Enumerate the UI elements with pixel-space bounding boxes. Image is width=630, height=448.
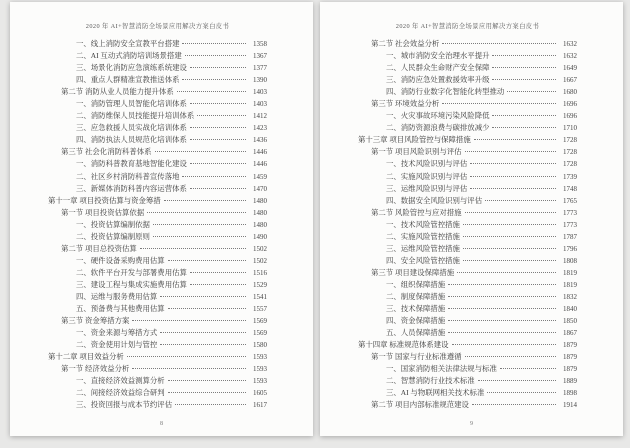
dot-leader [470, 176, 556, 177]
toc-entry-label: 一、资金来源与筹措方式 [76, 328, 158, 338]
toc-entry-page-number: 1516 [253, 268, 267, 277]
dot-leader [175, 404, 246, 405]
toc-entry[interactable] [358, 291, 577, 303]
toc-entry-page-number: 1490 [253, 232, 267, 241]
toc-entry[interactable] [48, 279, 267, 291]
dot-leader [160, 296, 246, 297]
toc-entry-label: 第三节 项目建设保障措施 [371, 267, 455, 277]
toc-entry-label: 第二节 项目总投资估算 [61, 243, 137, 253]
toc-entry[interactable] [48, 231, 267, 243]
toc-entry-page-number: 1879 [563, 353, 577, 362]
toc-entry[interactable] [48, 50, 267, 62]
toc-entry-label: 四、资金保障措施 [386, 316, 446, 326]
dot-leader [153, 224, 246, 225]
toc-entry-label: 一、投资估算编制依据 [76, 219, 150, 229]
toc-entry[interactable] [358, 134, 577, 146]
toc-entry-label: 三、场景化消防应急演练系统建设 [76, 63, 187, 73]
toc-entry-label: 二、实施风险管控措施 [386, 231, 460, 241]
dot-leader [457, 272, 556, 273]
dot-leader [168, 392, 246, 393]
toc-entry-label: 一、组织保障措施 [386, 279, 446, 289]
toc-entry[interactable] [358, 255, 577, 267]
toc-entry[interactable] [358, 267, 577, 279]
dot-leader [160, 344, 246, 345]
running-header: 2020 年 AI+智慧消防全场景应用解决方案白皮书 [395, 23, 540, 30]
toc-entry-page-number: 1593 [253, 353, 267, 362]
toc-entry-page-number: 1867 [563, 329, 577, 338]
toc-entry-page-number: 1748 [563, 184, 577, 193]
dot-leader [168, 380, 246, 381]
toc-entry-label: 二、间接经济效益综合研判 [76, 388, 165, 398]
toc-entry-label: 一、技术风险管控措施 [386, 219, 460, 229]
toc-entry-page-number: 1423 [253, 124, 267, 133]
toc-entry-page-number: 1502 [253, 244, 267, 253]
toc-page-right [320, 2, 623, 436]
toc-entry-page-number: 1367 [253, 52, 267, 61]
dot-leader [190, 284, 246, 285]
toc-entry-page-number: 1710 [563, 124, 577, 133]
dot-leader [190, 163, 246, 164]
toc-entry[interactable] [358, 303, 577, 315]
toc-entry-page-number: 1480 [253, 220, 267, 229]
toc-entry-label: 三、应急救援人员实战化培训体系 [76, 123, 187, 133]
toc-entry-page-number: 1470 [253, 184, 267, 193]
toc-entry-label: 二、投资估算编制原则 [76, 231, 150, 241]
dot-leader [168, 260, 246, 261]
toc-entry-page-number: 1436 [253, 136, 267, 145]
dot-leader [448, 308, 556, 309]
toc-entry[interactable] [358, 279, 577, 291]
toc-entry[interactable] [48, 183, 267, 195]
dot-leader [465, 212, 556, 213]
page-footer-number: 9 [470, 421, 473, 427]
dot-leader [448, 320, 556, 321]
toc-page-left [10, 2, 313, 436]
dot-leader [492, 115, 556, 116]
toc-entry-label: 二、实施风险识别与评估 [386, 171, 468, 181]
toc-entry[interactable] [48, 207, 267, 219]
toc-entry-page-number: 1446 [253, 160, 267, 169]
toc-entry-page-number: 1879 [563, 365, 577, 374]
toc-entry-page-number: 1459 [253, 172, 267, 181]
toc-entry-label: 二、人民群众生命财产安全保障 [386, 63, 490, 73]
toc-entry-label: 四、运维与服务费用估算 [76, 291, 158, 301]
toc-entry-label: 第十二章 项目效益分析 [48, 352, 124, 362]
toc-entry-label: 四、重点人群精准宣教推送体系 [76, 75, 180, 85]
toc-entry[interactable] [358, 315, 577, 327]
toc-entry-label: 一、消防管理人员智能化培训体系 [76, 99, 187, 109]
toc-entry-label: 三、新媒体消防科普内容运营体系 [76, 183, 187, 193]
toc-entry-page-number: 1879 [563, 341, 577, 350]
running-header: 2020 年 AI+智慧消防全场景应用解决方案白皮书 [85, 23, 230, 30]
toc-entry[interactable] [358, 110, 577, 122]
toc-entry[interactable] [358, 74, 577, 86]
toc-entry-label: 三、技术保障措施 [386, 304, 446, 314]
toc-entry[interactable] [48, 327, 267, 339]
toc-entry-label: 五、预备费与其他费用估算 [76, 304, 165, 314]
toc-entry[interactable] [358, 351, 577, 363]
toc-entry[interactable] [358, 98, 577, 110]
toc-entry-label: 第二节 消防从业人员能力提升体系 [61, 87, 174, 97]
toc-entry-label: 一、硬件设备采购费用估算 [76, 255, 165, 265]
dot-leader [190, 127, 246, 128]
toc-entry-page-number: 1569 [253, 317, 267, 326]
toc-entry-page-number: 1502 [253, 256, 267, 265]
dot-leader [448, 332, 556, 333]
dot-leader [182, 79, 246, 80]
toc-entry-label: 二、AI 互动式消防培训场景搭建 [76, 51, 182, 61]
dot-leader [153, 236, 246, 237]
toc-entry-page-number: 1403 [253, 88, 267, 97]
toc-entry-page-number: 1593 [253, 365, 267, 374]
toc-entry-label: 三、建设工程与集成实施费用估算 [76, 279, 187, 289]
toc-entry-page-number: 1446 [253, 148, 267, 157]
toc-entry-page-number: 1632 [563, 40, 577, 48]
dot-leader [470, 163, 556, 164]
toc-entry-page-number: 1358 [253, 40, 267, 48]
toc-entry-label: 第二节 社会效益分析 [371, 39, 440, 48]
toc-entry-page-number: 1840 [563, 305, 577, 314]
toc-entry-label: 第一节 国家与行业标准遵循 [371, 352, 462, 362]
toc-entry-page-number: 1819 [563, 268, 577, 277]
dot-leader [190, 272, 246, 273]
toc-entry[interactable] [358, 50, 577, 62]
toc-entry-page-number: 1728 [563, 160, 577, 169]
toc-entry-label: 四、消防行业数字化智能化转型推动 [386, 87, 505, 97]
dot-leader [487, 392, 556, 393]
toc-entry[interactable] [358, 327, 577, 339]
page-footer-number: 8 [160, 421, 163, 427]
toc-entry-page-number: 1390 [253, 76, 267, 85]
toc-entry[interactable] [358, 158, 577, 170]
toc-entry-page-number: 1819 [563, 280, 577, 289]
toc-entry-label: 一、技术风险识别与评估 [386, 159, 468, 169]
toc-entry-label: 三、投资回报与成本节约评估 [76, 400, 173, 410]
toc-entry-label: 第一节 经济效益分析 [61, 364, 130, 374]
toc-entry-page-number: 1696 [563, 100, 577, 109]
toc-entry[interactable] [358, 375, 577, 387]
toc-entry[interactable] [48, 399, 267, 411]
toc-entry-page-number: 1377 [253, 64, 267, 73]
toc-entry-page-number: 1773 [563, 220, 577, 229]
toc-entry[interactable] [48, 134, 267, 146]
toc-entry[interactable] [358, 86, 577, 98]
toc-entry[interactable] [48, 110, 267, 122]
dot-leader [474, 139, 556, 140]
toc-entry-page-number: 1632 [563, 52, 577, 61]
toc-entry-page-number: 1480 [253, 208, 267, 217]
toc-list [48, 38, 267, 411]
dot-leader [164, 200, 246, 201]
toc-entry[interactable] [48, 171, 267, 183]
toc-entry-label: 四、安全风险管控措施 [386, 255, 460, 265]
toc-entry-page-number: 1728 [563, 148, 577, 157]
toc-entry-label: 第一节 项目风险识别与评估 [371, 147, 462, 157]
dot-leader [132, 368, 246, 369]
toc-entry-page-number: 1808 [563, 256, 577, 265]
toc-entry-label: 三、运维风险识别与评估 [386, 183, 468, 193]
toc-entry-page-number: 1773 [563, 208, 577, 217]
toc-entry[interactable] [358, 38, 577, 50]
dot-leader [442, 43, 556, 44]
toc-entry[interactable] [358, 339, 577, 351]
toc-entry[interactable] [358, 207, 577, 219]
toc-entry[interactable] [48, 387, 267, 399]
dot-leader [190, 103, 246, 104]
toc-entry-label: 二、消防资源浪费与碳排放减少 [386, 123, 490, 133]
toc-entry[interactable] [48, 303, 267, 315]
toc-entry-label: 一、消防科普教育基地智能化建设 [76, 159, 187, 169]
toc-entry-page-number: 1850 [563, 317, 577, 326]
toc-entry-page-number: 1649 [563, 64, 577, 73]
toc-entry-page-number: 1889 [563, 377, 577, 386]
toc-entry-page-number: 1617 [253, 401, 267, 410]
toc-entry[interactable] [48, 267, 267, 279]
dot-leader [507, 91, 556, 92]
toc-entry-label: 一、线上消防安全宣教平台搭建 [76, 39, 180, 48]
dot-leader [478, 380, 556, 381]
toc-entry-page-number: 1593 [253, 377, 267, 386]
dot-leader [472, 404, 556, 405]
toc-entry-label: 四、数据安全风险识别与评估 [386, 195, 483, 205]
toc-entry-label: 第十三章 项目风险管控与保障措施 [358, 135, 471, 145]
toc-entry-page-number: 1529 [253, 280, 267, 289]
toc-entry-page-number: 1739 [563, 172, 577, 181]
dot-leader [160, 332, 246, 333]
toc-entry-page-number: 1541 [253, 292, 267, 301]
dot-leader [448, 296, 556, 297]
toc-entry-label: 四、消防执法人员规范化培训体系 [76, 135, 187, 145]
toc-entry-page-number: 1914 [563, 401, 577, 410]
dot-leader [463, 224, 556, 225]
toc-entry-label: 三、AI 与物联网相关技术标准 [386, 388, 485, 398]
dot-leader [463, 248, 556, 249]
toc-entry-label: 三、运维风险管控措施 [386, 243, 460, 253]
toc-entry-page-number: 1696 [563, 112, 577, 121]
toc-entry[interactable] [358, 387, 577, 399]
toc-entry[interactable] [48, 219, 267, 231]
toc-entry[interactable] [358, 219, 577, 231]
toc-entry[interactable] [48, 195, 267, 207]
toc-entry-label: 二、资金使用计划与管控 [76, 340, 158, 350]
dot-leader [448, 284, 556, 285]
toc-entry-page-number: 1796 [563, 244, 577, 253]
toc-entry[interactable] [358, 363, 577, 375]
dot-leader [182, 176, 246, 177]
dot-leader [492, 67, 556, 68]
toc-entry-page-number: 1765 [563, 196, 577, 205]
toc-entry-label: 第一节 项目投资估算依据 [61, 207, 145, 217]
dot-leader [492, 127, 556, 128]
dot-leader [465, 356, 556, 357]
toc-entry[interactable] [48, 146, 267, 158]
toc-entry[interactable] [48, 339, 267, 351]
dot-leader [452, 344, 556, 345]
toc-entry-label: 一、城市消防安全治理水平提升 [386, 51, 490, 61]
dot-leader [132, 320, 246, 321]
toc-entry-page-number: 1605 [253, 389, 267, 398]
toc-entry-page-number: 1680 [563, 88, 577, 97]
dot-leader [197, 115, 246, 116]
toc-entry[interactable] [358, 62, 577, 74]
toc-entry-page-number: 1898 [563, 389, 577, 398]
toc-entry[interactable] [358, 183, 577, 195]
toc-entry-label: 二、消防维保人员技能提升培训体系 [76, 111, 195, 121]
toc-entry[interactable] [48, 363, 267, 375]
toc-entry[interactable] [358, 231, 577, 243]
dot-leader [185, 55, 246, 56]
toc-entry[interactable] [48, 243, 267, 255]
toc-entry-label: 五、人员保障措施 [386, 328, 446, 338]
toc-entry-label: 第二节 项目内部标准规范建设 [371, 400, 469, 410]
dot-leader [492, 79, 556, 80]
dot-leader [155, 151, 246, 152]
toc-entry-page-number: 1569 [253, 329, 267, 338]
dot-leader [190, 188, 246, 189]
dot-leader [470, 188, 556, 189]
toc-entry[interactable] [48, 351, 267, 363]
toc-entry[interactable] [48, 74, 267, 86]
toc-entry-page-number: 1728 [563, 136, 577, 145]
toc-entry-label: 一、国家消防相关法律法规与标准 [386, 364, 497, 374]
toc-entry-label: 第二节 风险管控与应对措施 [371, 207, 462, 217]
toc-entry-page-number: 1787 [563, 232, 577, 241]
toc-entry[interactable] [48, 98, 267, 110]
dot-leader [442, 103, 556, 104]
toc-entry-label: 二、软件平台开发与部署费用估算 [76, 267, 187, 277]
dot-leader [127, 356, 246, 357]
toc-entry-page-number: 1667 [563, 76, 577, 85]
dot-leader [140, 248, 246, 249]
dot-leader [182, 43, 246, 44]
toc-entry-label: 一、火灾事故环境污染风险降低 [386, 111, 490, 121]
toc-entry[interactable] [48, 291, 267, 303]
toc-entry[interactable] [358, 146, 577, 158]
toc-entry-label: 二、智慧消防行业技术标准 [386, 376, 475, 386]
dot-leader [147, 212, 246, 213]
toc-entry[interactable] [358, 171, 577, 183]
toc-entry[interactable] [48, 255, 267, 267]
dot-leader [190, 67, 246, 68]
dot-leader [177, 91, 246, 92]
toc-entry[interactable] [358, 243, 577, 255]
toc-entry-label: 第三节 社会化消防科普体系 [61, 147, 152, 157]
dot-leader [463, 260, 556, 261]
dot-leader [500, 368, 556, 369]
toc-entry[interactable] [48, 38, 267, 50]
toc-entry-label: 二、社区乡村消防科普宣传落地 [76, 171, 180, 181]
dot-leader [485, 200, 556, 201]
toc-entry-page-number: 1480 [253, 196, 267, 205]
toc-entry-label: 第十四章 标准规范体系建设 [358, 340, 449, 350]
dot-leader [465, 151, 556, 152]
toc-entry-page-number: 1557 [253, 305, 267, 314]
toc-entry-page-number: 1580 [253, 341, 267, 350]
toc-entry[interactable] [358, 195, 577, 207]
toc-entry[interactable] [48, 62, 267, 74]
dot-leader [168, 308, 246, 309]
dot-leader [190, 139, 246, 140]
toc-entry[interactable] [48, 122, 267, 134]
toc-list [358, 38, 577, 411]
toc-entry[interactable] [358, 399, 577, 411]
toc-entry[interactable] [48, 375, 267, 387]
toc-entry-page-number: 1832 [563, 292, 577, 301]
toc-entry[interactable] [48, 86, 267, 98]
toc-entry-page-number: 1412 [253, 112, 267, 121]
toc-entry-label: 第三节 环境效益分析 [371, 99, 440, 109]
dot-leader [463, 236, 556, 237]
toc-entry-label: 三、消防应急处置救援效率升级 [386, 75, 490, 85]
toc-entry-page-number: 1403 [253, 100, 267, 109]
toc-entry[interactable] [358, 122, 577, 134]
toc-entry-label: 第三节 资金筹措方案 [61, 316, 130, 326]
toc-entry-label: 二、制度保障措施 [386, 291, 446, 301]
toc-entry[interactable] [48, 315, 267, 327]
toc-entry-label: 第十一章 项目投资估算与资金筹措 [48, 195, 161, 205]
toc-entry-label: 一、直接经济效益测算分析 [76, 376, 165, 386]
toc-entry[interactable] [48, 158, 267, 170]
dot-leader [492, 55, 556, 56]
